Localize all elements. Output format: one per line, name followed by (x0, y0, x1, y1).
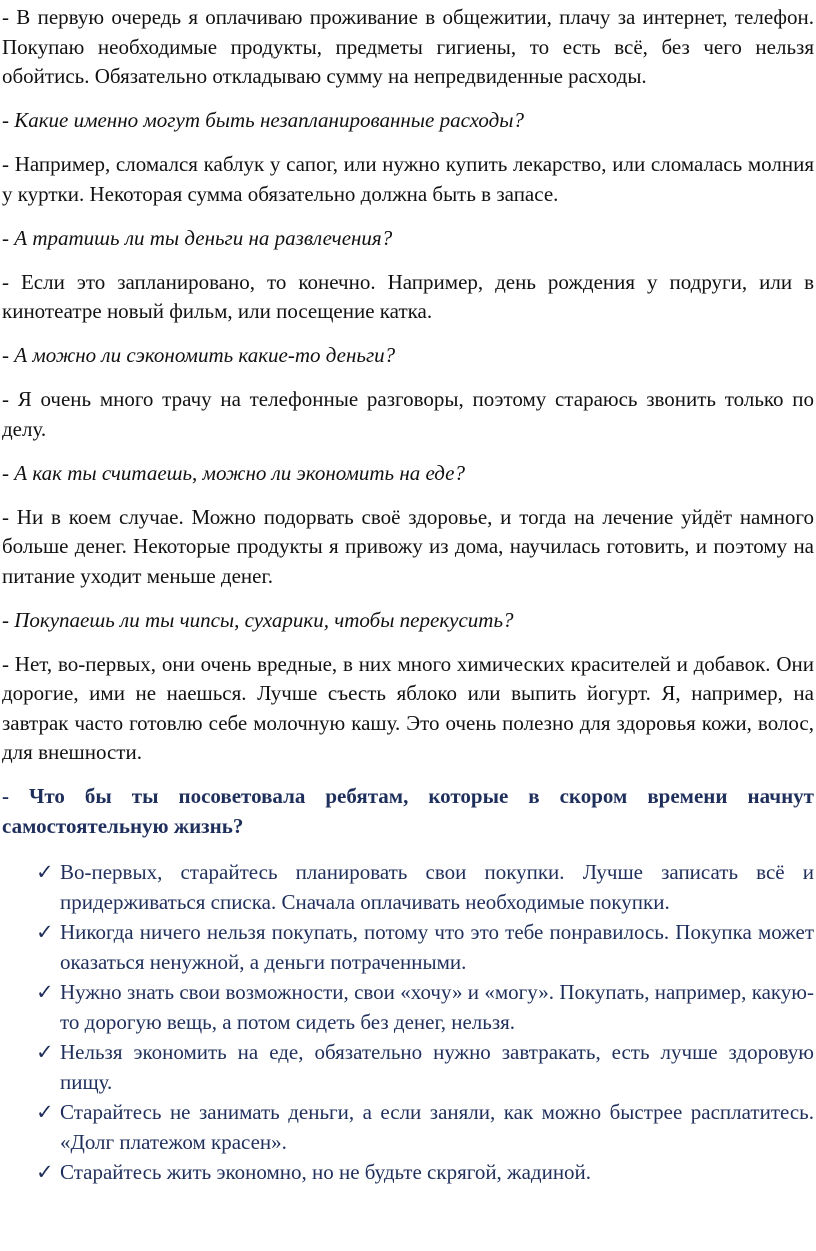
advice-item (2, 1098, 814, 1157)
advice-item (2, 918, 814, 977)
checkmark-icon: ✓ (36, 920, 54, 944)
advice-item-text: Во-первых, старайтесь планировать свои покупки. Лучше записать всё и придерживаться списка. Сначала оплачивать необходимые покупки. (60, 860, 814, 914)
question-text: А как ты считаешь, можно ли экономить на еде? (14, 460, 465, 485)
question-paragraph-2 (2, 224, 814, 254)
checkmark-icon: ✓ (36, 1040, 54, 1064)
question-dash: - (2, 607, 15, 632)
advice-item (2, 1038, 814, 1097)
advice-question-heading: - Что бы ты посоветовала ребятам, которые в скором времени начнут самостоятельную жизнь? (2, 784, 814, 838)
checkmark-icon: ✓ (36, 980, 54, 1004)
checkmark-icon: ✓ (36, 860, 54, 884)
question-dash: - (2, 343, 15, 367)
advice-checklist (2, 858, 816, 1188)
question-text: Какие именно могут быть незапланированные расходы? (14, 108, 524, 132)
question-paragraph-4 (2, 459, 814, 489)
advice-item-text: Старайтесь жить экономно, но не будьте скрягой, жадиной. (60, 1160, 592, 1184)
question-paragraph-1 (2, 106, 814, 136)
answer-paragraph-2: - Например, сломался каблук у сапог, или нужно купить лекарство, или сломалась молния у куртки. Некоторая сумма обязательно должна быть в запасе. (2, 152, 814, 206)
advice-item-text: Никогда ничего нельзя покупать, потому что это тебе понравилось. Покупка может оказаться ненужной, а деньги потраченными. (60, 920, 814, 974)
question-dash: - (2, 225, 15, 250)
question-text: А тратишь ли ты деньги на развлечения? (14, 225, 393, 250)
question-dash: - (2, 108, 15, 132)
checkmark-icon: ✓ (36, 1160, 54, 1184)
advice-item (2, 1158, 814, 1188)
answer-paragraph-5: - Ни в коем случае. Можно подорвать своё здоровье, и тогда на лечение уйдёт намного больше денег. Некоторые продукты я привожу из дома, научилась готовить, и поэтому на питание уходит меньше денег. (2, 504, 814, 588)
question-text: А можно ли сэкономить какие-то деньги? (14, 343, 396, 367)
question-text: Покупаешь ли ты чипсы, сухарики, чтобы перекусить? (14, 607, 514, 632)
question-paragraph-3 (2, 341, 814, 371)
question-dash: - (2, 460, 15, 485)
advice-item (2, 978, 814, 1037)
question-paragraph-5 (2, 606, 814, 636)
answer-paragraph-3: - Если это запланировано, то конечно. Например, день рождения у подруги, или в кинотеатре новый фильм, или посещение катка. (2, 269, 814, 323)
advice-item-text: Нельзя экономить на еде, обязательно нужно завтракать, есть лучше здоровую пищу. (60, 1040, 814, 1094)
advice-item-text: Нужно знать свои возможности, свои «хочу» и «могу». Покупать, например, какую-то дорогую вещь, а потом сидеть без денег, нельзя. (60, 980, 814, 1034)
answer-paragraph-6: - Нет, во-первых, они очень вредные, в них много химических красителей и добавок. Они дорогие, ими не наешься. Лучше съесть яблоко или выпить йогурт. Я, например, на завтрак часто готовлю себе молочную кашу. Это очень полезно для здоровья кожи, волос, для внешности. (2, 651, 814, 764)
advice-item (2, 858, 814, 917)
advice-item-text: Старайтесь не занимать деньги, а если заняли, как можно быстрее расплатитесь. «Долг платежом красен». (60, 1100, 814, 1154)
answer-paragraph-1: - В первую очередь я оплачиваю проживание в общежитии, плачу за интернет, телефон. Покупаю необходимые продукты, предметы гигиены, то есть всё, без чего нельзя обойтись. Обязательно откладываю сумму на непредвиденные расходы. (2, 5, 814, 88)
checkmark-icon: ✓ (36, 1100, 54, 1124)
answer-paragraph-4: - Я очень много трачу на телефонные разговоры, поэтому стараюсь звонить только по делу. (2, 387, 814, 441)
